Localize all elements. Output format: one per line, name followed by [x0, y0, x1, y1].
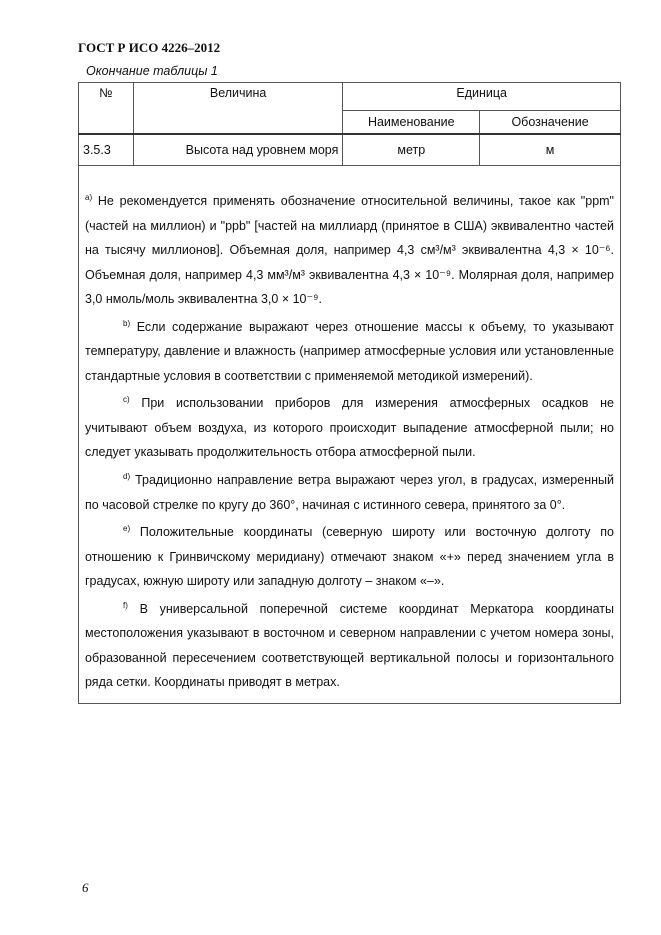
footnote-mark: e)	[123, 524, 131, 534]
footnote-text: Положительные координаты (северную широту или восточную долготу по отношению к Гринвичскому меридиану) отмечают знаком «+» перед значением угла в градусах, южную широту или западную долготу – знаком «–».	[85, 525, 614, 589]
footnote-mark: b)	[123, 318, 131, 328]
footnote-mark: c)	[123, 395, 130, 405]
footnote-text: При использовании приборов для измерения атмосферных осадков не учитывают объем воздуха, из которого происходит выпадение атмосферной пыли; но следует указывать продолжительность отбора атмосферной пыли.	[85, 396, 614, 460]
page-number: 6	[82, 880, 89, 895]
header-quantity: Величина	[133, 83, 342, 135]
header-unit-symbol: Обозначение	[480, 111, 621, 135]
footnote-text: Традиционно направление ветра выражают через угол, в градусах, измеренный по часовой стрелке по кругу до 360°, начиная с истинного севера, принятого за 0°.	[85, 473, 614, 512]
header-unit-name: Наименование	[343, 111, 480, 135]
row-quantity: Высота над уровнем моря	[133, 134, 342, 166]
footnote-mark: d)	[123, 471, 131, 481]
footnote-c	[85, 388, 614, 465]
table-caption: Окончание таблицы 1	[86, 64, 218, 78]
row-unit-name: метр	[343, 134, 480, 166]
standard-header: ГОСТ Р ИСО 4226–2012	[78, 40, 221, 55]
units-table	[78, 82, 621, 704]
row-unit-symbol: м	[480, 134, 621, 166]
header-no: №	[79, 83, 134, 135]
footnote-text: В универсальной поперечной системе координат Меркатора координаты местоположения указывают в восточном и северном направлении с учетом номера зоны, образованной пересечением соответствующей вертикальной полосы и горизонтального ряда сетки. Координаты приводят в метрах.	[85, 601, 614, 690]
footnote-b	[85, 312, 614, 389]
footnote-e	[85, 517, 614, 594]
footnote-f	[85, 594, 614, 695]
footnote-text: Не рекомендуется применять обозначение относительной величины, такое как "ppm" (частей на миллион) и "ppb" [частей на миллиард (принятое в США) эквивалентно частей на тысячу миллионов]. Объемная доля, например 4,3 см³/м³ эквивалентна 4,3 × 10⁻⁶. Объемная доля, например 4,3 мм³/м³ эквивалентна 4,3 × 10⁻⁹. Молярная доля, например 3,0 нмоль/моль эквивалентна 3,0 × 10⁻⁹.	[85, 194, 614, 307]
footnotes-cell	[79, 166, 621, 704]
footnote-d	[85, 465, 614, 517]
footnote-a	[85, 186, 614, 312]
footnote-text: Если содержание выражают через отношение массы к объему, то указывают температуру, давление и влажность (например атмосферные условия или установленные стандартные условия в соответствии с применяемой методикой измерений).	[85, 319, 614, 383]
footnote-mark: f)	[123, 600, 128, 610]
table-row	[79, 134, 621, 166]
row-no: 3.5.3	[79, 134, 134, 166]
footnote-mark: a)	[85, 193, 93, 202]
header-unit: Единица	[343, 83, 621, 111]
